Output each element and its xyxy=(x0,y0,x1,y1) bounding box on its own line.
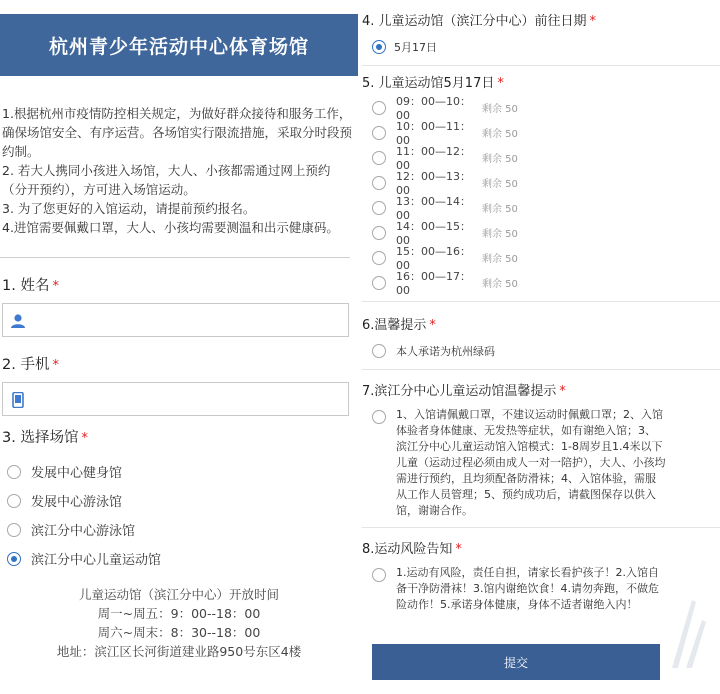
venue-option-3[interactable]: 滨江分中心游泳馆 xyxy=(7,515,358,544)
venue-tip-option[interactable]: 1、入馆请佩戴口罩，不建议运动时佩戴口罩；2、入馆体验者身体健康、无发热等症状，如有谢绝入馆；3、滨江分中心儿童运动馆入馆模式：1-8周岁且1.4米以下儿童（运动过程必须由成人一对一陪护），大人、小孩均需进行预约，且均须配备防滑袜；4、入馆体验，需服从工作人员管理；5、预约成功后，请截图保存以供入馆，谢谢合作。 xyxy=(372,407,720,519)
required-marker: * xyxy=(52,279,59,294)
hours-title: 儿童运动馆（滨江分中心）开放时间 xyxy=(78,587,279,602)
page-header xyxy=(0,14,358,76)
timeslot-option[interactable]: 10：00—11：00 剩余 50 xyxy=(372,120,720,145)
notice-line-1: 1.根据杭州市疫情防控相关规定，为做好群众接待和服务工作，确保场馆安全、有序运营。各场馆实行限流措施，采取分时段预约制。 xyxy=(2,106,353,159)
divider xyxy=(0,257,350,258)
required-marker: * xyxy=(52,358,59,373)
notice-line-2: 2. 若大人携同小孩进入场馆，大人、小孩都需通过网上预约（分开预约），方可进入场馆运动。 xyxy=(2,163,331,197)
divider xyxy=(362,369,720,370)
required-marker: * xyxy=(497,76,504,91)
radio-icon[interactable] xyxy=(372,276,386,290)
radio-icon[interactable] xyxy=(372,344,386,358)
timeslot-list xyxy=(372,95,720,295)
question-label: 8.运动风险告知 * xyxy=(362,542,462,557)
radio-icon[interactable] xyxy=(7,465,21,479)
question-label: 4. 儿童运动馆（滨江分中心）前往日期 * xyxy=(362,14,597,29)
divider xyxy=(362,527,720,528)
hours-weekend: 周六~周末：8：30--18：00 xyxy=(97,625,261,640)
timeslot-option[interactable]: 16：00—17：00 剩余 50 xyxy=(372,270,720,295)
question-tip xyxy=(362,314,720,359)
question-venue xyxy=(0,426,358,573)
right-panel xyxy=(362,0,720,694)
opening-hours xyxy=(0,585,358,661)
radio-icon[interactable] xyxy=(372,151,386,165)
left-panel xyxy=(0,0,358,694)
radio-icon[interactable] xyxy=(372,101,386,115)
question-phone xyxy=(0,353,358,416)
venue-address: 地址：滨江区长河街道建业路950号东区4楼 xyxy=(56,644,302,659)
radio-icon[interactable] xyxy=(372,176,386,190)
phone-field[interactable] xyxy=(2,382,349,416)
radio-selected-icon[interactable] xyxy=(7,552,21,566)
timeslot-option[interactable]: 09：00—10：00 剩余 50 xyxy=(372,95,720,120)
notice-text xyxy=(0,104,352,237)
question-venue-tip xyxy=(362,380,720,519)
phone-icon xyxy=(11,392,25,408)
venue-option-4[interactable]: 滨江分中心儿童运动馆 xyxy=(7,544,358,573)
timeslot-option[interactable]: 12：00—13：00 剩余 50 xyxy=(372,170,720,195)
timeslot-option[interactable]: 13：00—14：00 剩余 50 xyxy=(372,195,720,220)
venue-option-1[interactable]: 发展中心健身馆 xyxy=(7,457,358,486)
radio-selected-icon[interactable] xyxy=(372,40,386,54)
date-option-1[interactable]: 5月17日 xyxy=(372,37,720,57)
required-marker: * xyxy=(589,14,597,29)
radio-icon[interactable] xyxy=(7,494,21,508)
name-field[interactable] xyxy=(2,303,349,337)
question-label: 6.温馨提示 * xyxy=(362,318,436,333)
submit-button[interactable]: 提交 xyxy=(372,644,660,680)
question-date xyxy=(362,10,720,57)
radio-icon[interactable] xyxy=(372,126,386,140)
notice-line-4: 4.进馆需要佩戴口罩，大人、小孩均需要测温和出示健康码。 xyxy=(2,220,339,235)
radio-icon[interactable] xyxy=(372,410,386,424)
required-marker: * xyxy=(429,318,436,333)
watermark-icon xyxy=(662,590,712,670)
user-icon xyxy=(11,313,25,329)
required-marker: * xyxy=(455,542,462,557)
question-label: 3. 选择场馆 * xyxy=(2,430,88,446)
hours-weekday: 周一~周五：9：00--18：00 xyxy=(97,606,261,621)
question-label: 7.滨江分中心儿童运动馆温馨提示 * xyxy=(362,384,566,399)
tip-option[interactable]: 本人承诺为杭州绿码 xyxy=(372,343,720,359)
timeslot-option[interactable]: 15：00—16：00 剩余 50 xyxy=(372,245,720,270)
question-label: 5. 儿童运动馆5月17日 * xyxy=(362,76,504,91)
divider xyxy=(362,301,720,302)
radio-icon[interactable] xyxy=(372,201,386,215)
question-label: 1. 姓名 * xyxy=(2,278,59,294)
venue-option-2[interactable]: 发展中心游泳馆 xyxy=(7,486,358,515)
venue-options xyxy=(0,457,358,573)
radio-icon[interactable] xyxy=(372,251,386,265)
radio-icon[interactable] xyxy=(7,523,21,537)
timeslot-option[interactable]: 11：00—12：00 剩余 50 xyxy=(372,145,720,170)
radio-icon[interactable] xyxy=(372,226,386,240)
notice-line-3: 3. 为了您更好的入馆运动，请提前预约报名。 xyxy=(2,201,256,216)
required-marker: * xyxy=(81,431,88,446)
required-marker: * xyxy=(559,384,566,399)
question-timeslot xyxy=(362,72,720,295)
question-name xyxy=(0,274,358,337)
page-title: 杭州青少年活动中心体育场馆 xyxy=(48,35,309,58)
timeslot-option[interactable]: 14：00—15：00 剩余 50 xyxy=(372,220,720,245)
risk-option[interactable]: 1.运动有风险，责任自担，请家长看护孩子！2.入馆自备干净防滑袜！3.馆内谢绝饮食！4.请勿奔跑，不做危险动作！5.承诺身体健康，身体不适者谢绝入内！ xyxy=(372,565,720,613)
question-label: 2. 手机 * xyxy=(2,357,59,373)
divider xyxy=(362,65,720,66)
radio-icon[interactable] xyxy=(372,568,386,582)
